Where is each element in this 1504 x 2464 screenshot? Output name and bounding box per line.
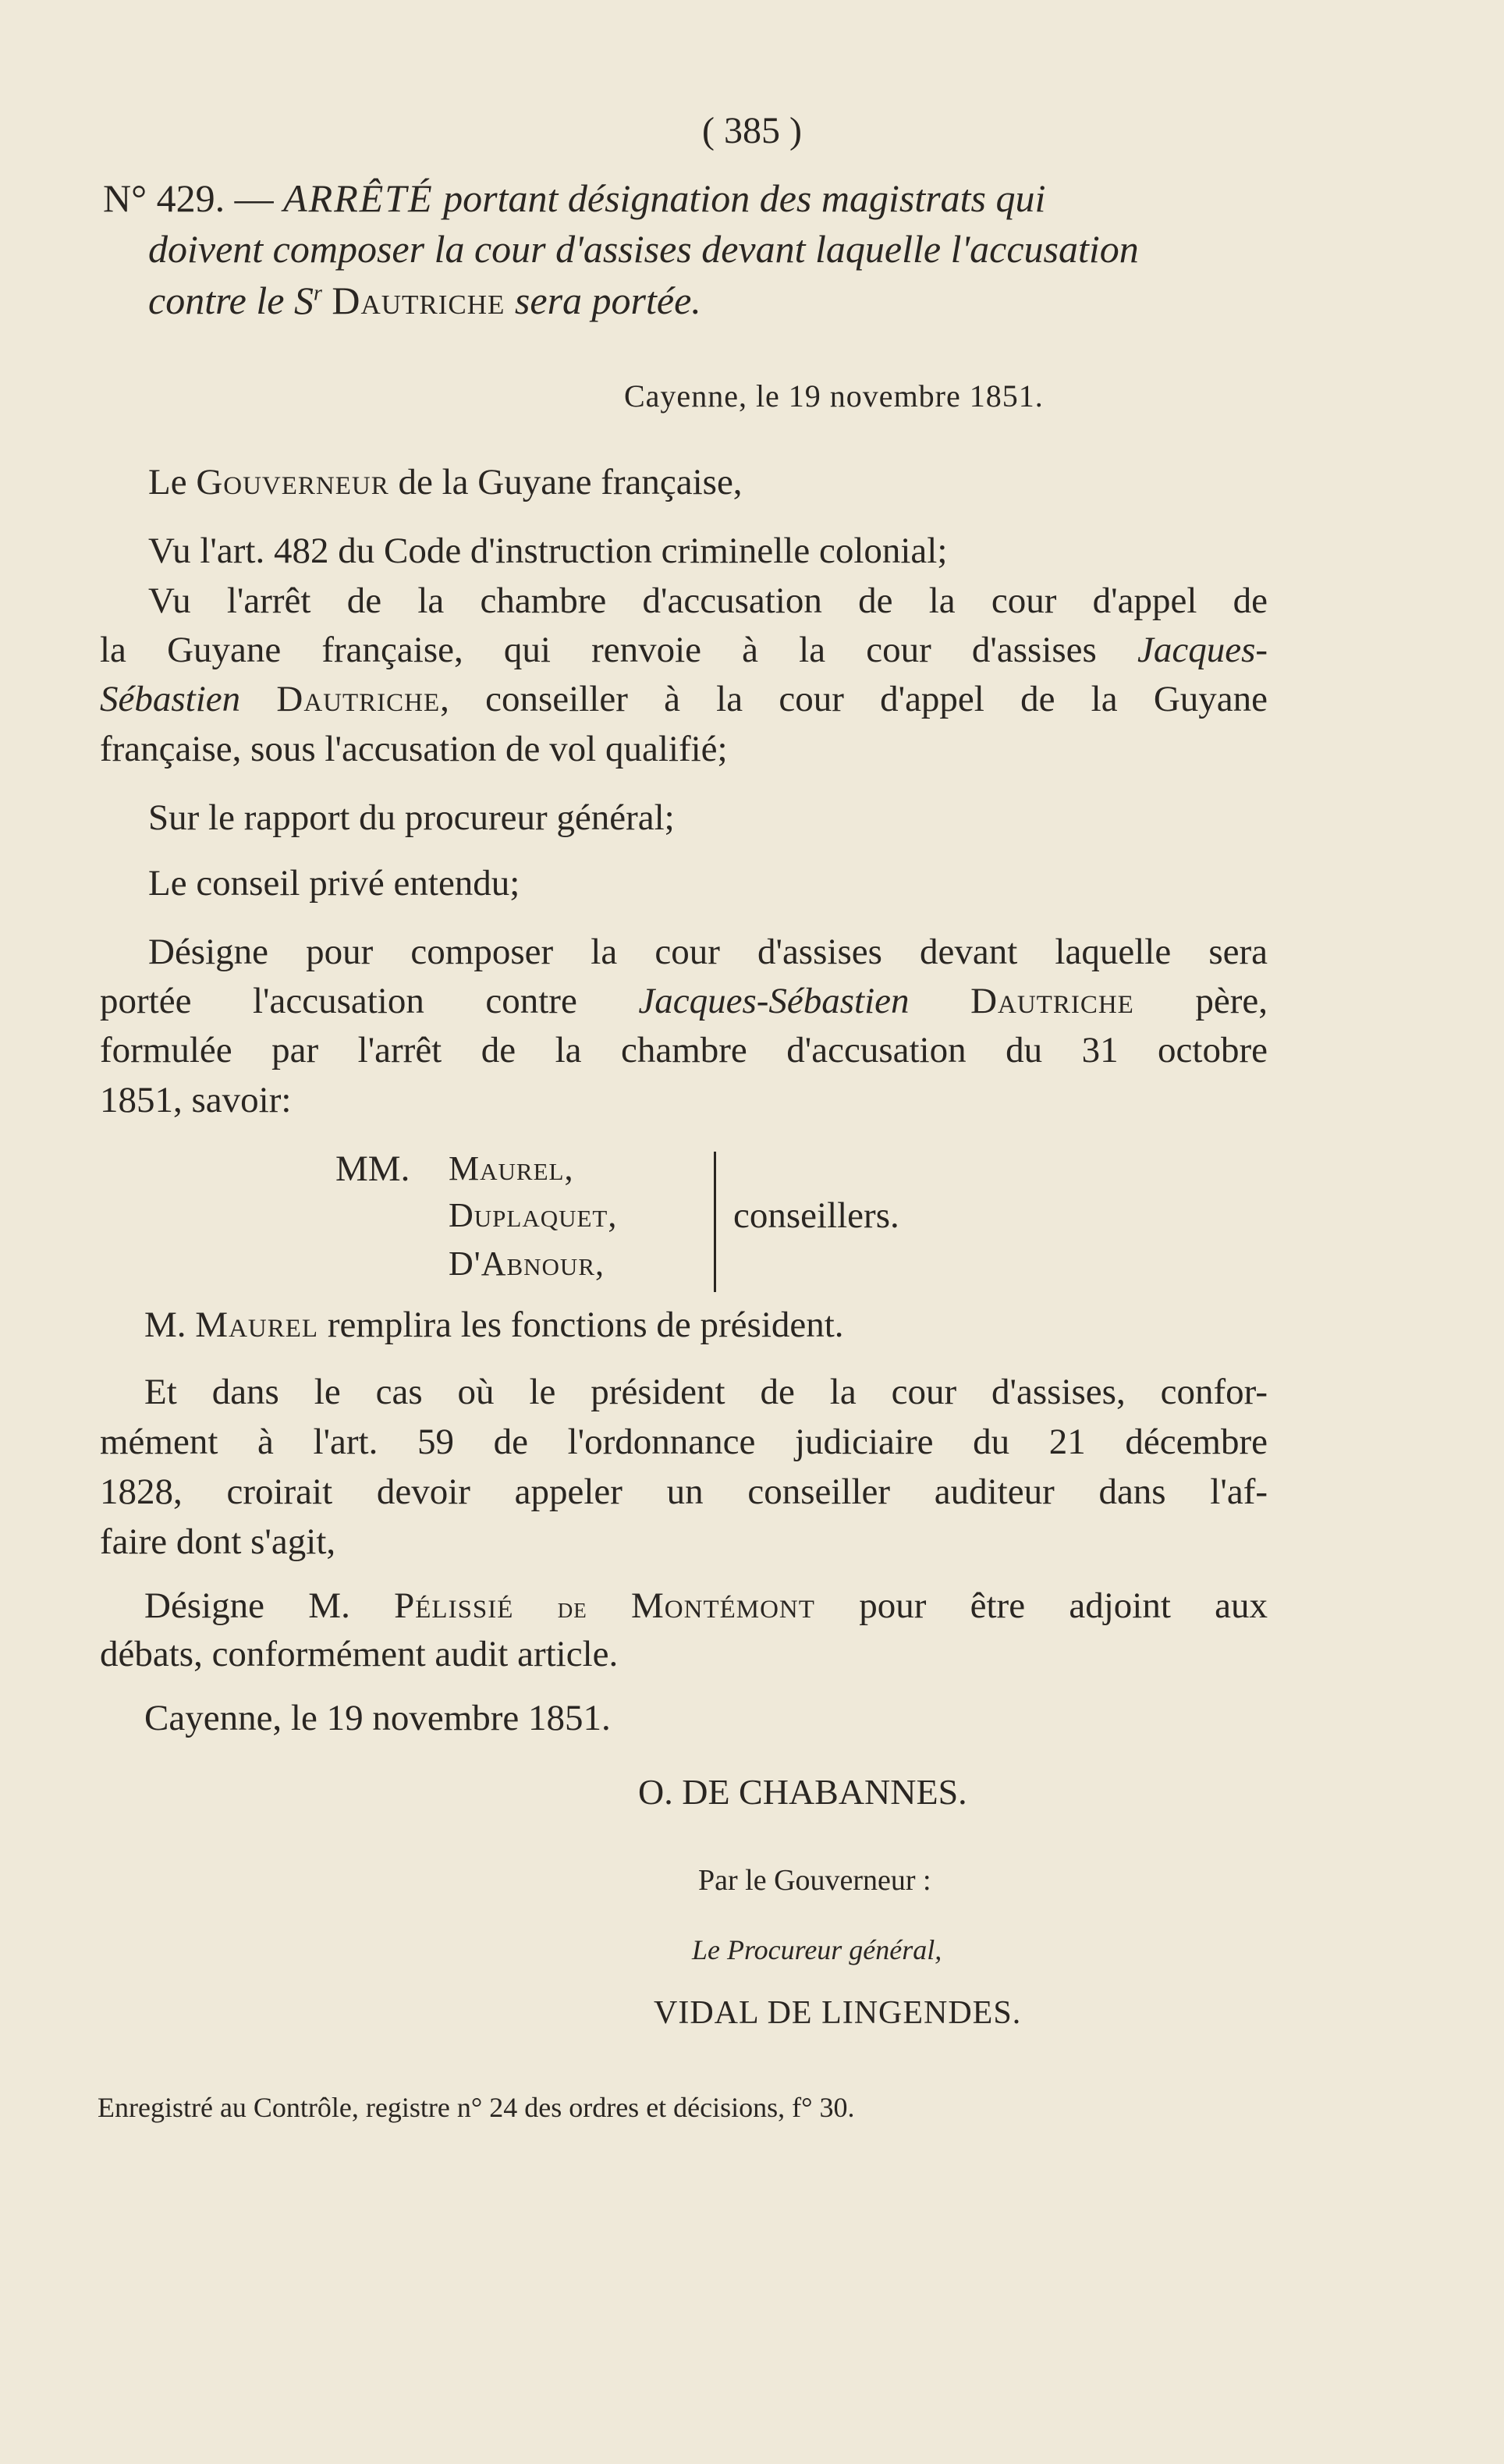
p7-b: remplira les fonctions de président. <box>327 1305 844 1345</box>
paragraph-3-line-1 <box>148 577 1268 624</box>
heading-line-2: doivent composer la cour d'assises devant laquelle l'accusation <box>148 227 1139 271</box>
paragraph-9-line-2: débats, conformément audit article. <box>100 1634 619 1674</box>
names-brace <box>714 1152 724 1292</box>
paragraph-2: Vu l'art. 482 du Code d'instruction criminelle colonial; <box>148 531 948 571</box>
p9-de: de <box>557 1592 587 1624</box>
p6-l3-text: formulée par l'arrêt de la chambre d'accusation du 31 octobre <box>100 1030 1268 1070</box>
par-le-gouverneur: Par le Gouverneur : <box>698 1864 931 1897</box>
p6-l2-a: portée l'accusation contre <box>100 981 577 1021</box>
closing-date: Cayenne, le 19 novembre 1851. <box>144 1698 611 1738</box>
p3-l3-b: , conseiller à la cour d'appel de la Guyane <box>440 679 1268 719</box>
paragraph-7 <box>144 1301 1314 1348</box>
p7-maurel: Maurel <box>195 1305 319 1345</box>
p8-l1-text: Et dans le cas où le président de la cour d'assises, confor- <box>144 1372 1268 1412</box>
dateline: Cayenne, le 19 novembre 1851. <box>624 378 1044 414</box>
p7-a: M. <box>144 1305 186 1345</box>
heading-line3-b: sera portée. <box>514 279 701 322</box>
paragraph-3-line-4: française, sous l'accusation de vol qualifié; <box>100 729 728 769</box>
paragraph-3-line-2 <box>100 627 1268 673</box>
p1-a: Le <box>148 462 187 502</box>
mm-label: MM. <box>335 1149 410 1189</box>
heading-line1-rest: portant désignation des magistrats qui <box>443 176 1046 220</box>
paragraph-8-line-3 <box>100 1468 1268 1515</box>
p6-l2-it: Jacques-Sébastien <box>638 981 910 1021</box>
paragraph-6-line-3 <box>100 1027 1268 1074</box>
p3-l2-text <box>100 627 1268 673</box>
p6-l2-b: père, <box>1195 981 1268 1021</box>
p6-l2-dautriche: Dautriche <box>970 981 1134 1021</box>
paragraph-6-line-2 <box>100 978 1268 1024</box>
heading-line-3 <box>148 278 701 323</box>
paragraph-1 <box>148 459 1318 506</box>
p3-l2-a: la Guyane française, qui renvoie à la cour d'assises <box>100 630 1097 670</box>
paragraph-8-line-4: faire dont s'agit, <box>100 1521 336 1562</box>
paragraph-9-line-1 <box>144 1582 1268 1631</box>
name-duplaquet: Duplaquet, <box>449 1196 618 1234</box>
p8-l2-text: mément à l'art. 59 de l'ordonnance judiciaire du 21 décembre <box>100 1422 1268 1462</box>
p9-l1-a: Désigne M. <box>144 1585 350 1626</box>
paragraph-8-line-2 <box>100 1418 1268 1465</box>
heading-number: N° 429. — <box>103 176 274 220</box>
signature-governor: O. DE CHABANNES. <box>638 1772 967 1812</box>
paragraph-6-line-1 <box>148 928 1268 975</box>
heading-dautriche: Dautriche <box>332 279 505 322</box>
p9-l1-text <box>144 1582 1268 1631</box>
name-dabnour: D'Abnour, <box>449 1244 605 1283</box>
conseillers-label: conseillers. <box>733 1195 899 1236</box>
paragraph-4: Sur le rapport du procureur général; <box>148 797 675 838</box>
p3-l3-text <box>100 676 1268 723</box>
page-number: ( 385 ) <box>702 110 802 151</box>
heading-line3-sup: r <box>313 281 322 306</box>
p3-l3-it: Sébastien <box>100 679 241 719</box>
p3-l1-text: Vu l'arrêt de la chambre d'accusation de la cour d'appel de <box>148 580 1268 621</box>
p3-l2-it: Jacques- <box>1137 630 1268 670</box>
paragraph-3-line-3 <box>100 676 1268 723</box>
footer-enregistre: Enregistré au Contrôle, registre n° 24 des ordres et décisions, f° 30. <box>98 2092 855 2123</box>
p6-l2-text <box>100 978 1268 1024</box>
p1-gouverneur: Gouverneur <box>196 462 389 502</box>
p9-pelissie: Pélissié <box>394 1585 514 1626</box>
p9-l1-b: pour être adjoint aux <box>859 1585 1268 1626</box>
paragraph-5: Le conseil privé entendu; <box>148 863 520 904</box>
name-maurel: Maurel, <box>449 1149 574 1188</box>
p3-l3-dautriche: Dautriche <box>276 679 441 719</box>
p9-montemont: Montémont <box>630 1585 815 1626</box>
p1-b: de la Guyane française, <box>398 462 743 502</box>
p6-l1-text: Désigne pour composer la cour d'assises devant laquelle sera <box>148 932 1268 972</box>
heading-line3-a: contre le S <box>148 279 314 322</box>
procureur-role: Le Procureur général, <box>692 1934 942 1965</box>
paragraph-8-line-1 <box>144 1369 1268 1415</box>
heading-line-1 <box>103 176 1045 221</box>
signature-vidal: VIDAL DE LINGENDES. <box>654 1995 1022 2031</box>
heading-arrete: ARRÊTÉ <box>283 176 434 220</box>
paragraph-6-line-4: 1851, savoir: <box>100 1080 292 1120</box>
p8-l3-text: 1828, croirait devoir appeler un conseiller auditeur dans l'af- <box>100 1472 1268 1512</box>
